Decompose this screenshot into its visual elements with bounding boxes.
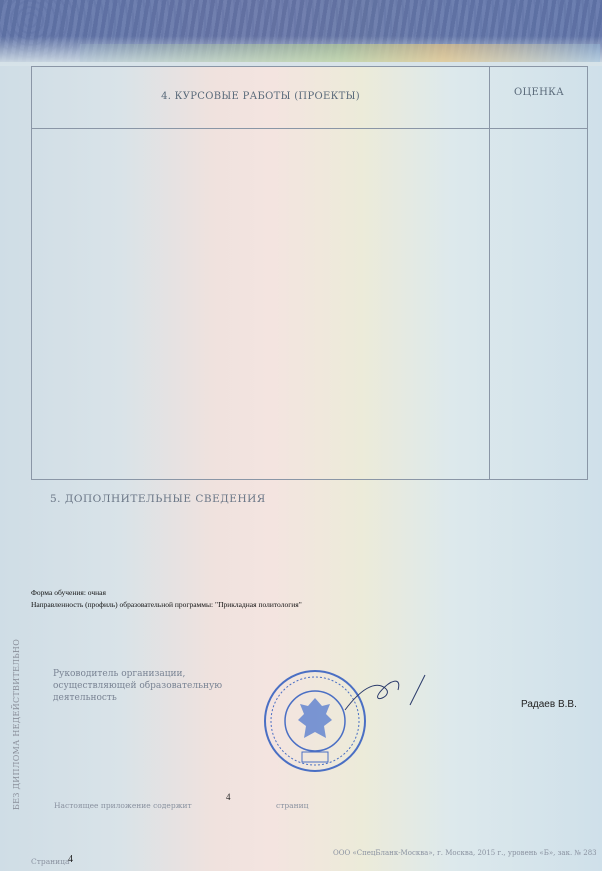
band-rainbow-strip xyxy=(80,44,600,62)
footer-page-label: Страница xyxy=(31,857,70,866)
study-form: Форма обучения: очная xyxy=(31,588,106,597)
contents-label: Настоящее приложение содержит xyxy=(54,801,192,810)
coursework-table xyxy=(31,66,588,480)
grade-header: ОЦЕНКА xyxy=(513,87,565,98)
printer-info: ООО «СпецБланк-Москва», г. Москва, 2015 г., уровень «Б», зак. № 283 xyxy=(333,849,597,857)
footer-page-number: 4 xyxy=(68,854,73,865)
table-header-divider xyxy=(32,128,587,129)
side-validity-note: БЕЗ ДИПЛОМА НЕДЕЙСТВИТЕЛЬНО xyxy=(12,638,21,810)
handwritten-signature xyxy=(340,670,450,720)
contents-count: 4 xyxy=(226,792,231,802)
contents-unit: страниц xyxy=(276,801,309,810)
section5-title: 5. ДОПОЛНИТЕЛЬНЫЕ СВЕДЕНИЯ xyxy=(50,493,266,505)
program-direction: Направленность (профиль) образовательной программы: "Прикладная политология" xyxy=(31,600,302,609)
coursework-header: 4. КУРСОВЫЕ РАБОТЫ (ПРОЕКТЫ) xyxy=(161,91,360,102)
signatory-name: Радаев В.В. xyxy=(521,699,577,710)
head-of-organization-label: Руководитель организации, осуществляющей образовательную деятельность xyxy=(53,669,223,703)
